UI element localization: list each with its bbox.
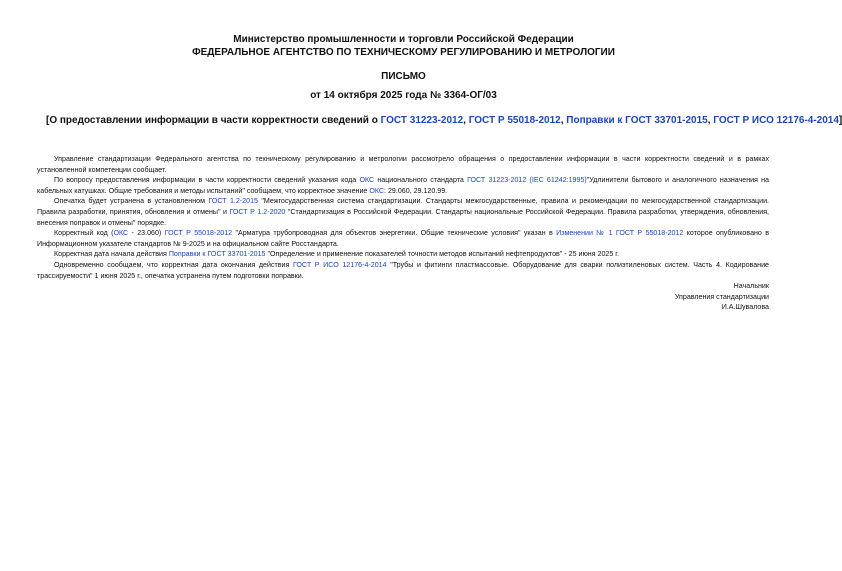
paragraph-text: "Арматура трубопроводная для объектов энергетики. Общие технические условия" указан в xyxy=(232,229,557,238)
subject-text: ] xyxy=(838,115,842,126)
paragraph-text: "Межгосударственная система стандартизации. Стандарты межгосударственные, правила и рекомендации по межгосударственной стандартизации. Правила разработки, принятия, обновления и отмены" и xyxy=(37,197,769,216)
link-gost-r-iso-12176[interactable]: ГОСТ Р ИСО 12176-4-2014 xyxy=(292,260,387,269)
subject-link-gost-31223[interactable]: ГОСТ 31223-2012 xyxy=(380,115,464,126)
agency-title: ФЕДЕРАЛЬНОЕ АГЕНТСТВО ПО ТЕХНИЧЕСКОМУ РЕГУЛИРОВАНИЮ И МЕТРОЛОГИИ xyxy=(192,47,615,58)
signature-name: И.А.Шувалова xyxy=(721,303,769,312)
paragraph-text: национального стандарта xyxy=(374,176,468,185)
document-type: ПИСЬМО xyxy=(381,71,426,82)
link-amendment-1-gost-r-55018[interactable]: Изменении № 1 ГОСТ Р 55018-2012 xyxy=(556,229,684,238)
signature-department: Управления стандартизации xyxy=(674,292,769,301)
paragraph-intro: Управление стандартизации Федерального агентства по техническому регулированию и метрологии рассмотрело обращения о предоставлении информации в части корректности сведений и в рамках установленной компетенции сообщает. xyxy=(37,155,769,174)
document-date-number: от 14 октября 2025 года № 3364-ОГ/03 xyxy=(310,90,497,101)
paragraph-text: Корректный код ( xyxy=(54,229,114,238)
paragraph-start-date xyxy=(37,249,769,260)
letter-body xyxy=(37,154,769,281)
paragraph-text: : 29.060, 29.120.99. xyxy=(384,186,448,195)
link-amendment-33701[interactable]: Поправки к ГОСТ 33701-2015 xyxy=(168,250,266,259)
ministry-title: Министерство промышленности и торговли Российской Федерации xyxy=(233,34,574,45)
paragraph-end-date xyxy=(37,260,769,281)
paragraph-text: Одновременно сообщаем, что корректная дата окончания действия xyxy=(54,260,293,269)
link-gost-r-55018[interactable]: ГОСТ Р 55018-2012 xyxy=(164,229,233,238)
subject-link-gost-r-iso-12176[interactable]: ГОСТ Р ИСО 12176-4-2014 xyxy=(713,115,839,126)
paragraph-text: - 23.060) xyxy=(128,229,165,238)
subject-separator: , xyxy=(463,115,469,126)
signature-block xyxy=(675,281,769,313)
paragraph-text: "Удлинители бытового и аналогичного назначения на кабельных катушках. Общие требования и методы испытаний" сообщаем, что корректное значение xyxy=(37,176,770,195)
subject-text: [О предоставлении информации в части корректности сведений о xyxy=(46,115,381,126)
paragraph-text: "Трубы и фитинги пластмассовые. Оборудование для сварки полиэтиленовых систем. Часть 4. Кодирование трассируемости" 1 июня 2025 г., опечатка устранена путем подготовки поправки. xyxy=(37,260,769,280)
signature-position: Начальник xyxy=(733,282,769,290)
subject-separator: , xyxy=(707,115,714,126)
link-gost-1-2-2015[interactable]: ГОСТ 1.2-2015 xyxy=(208,197,258,206)
link-oks[interactable]: ОКС xyxy=(359,176,375,185)
link-gost-31223[interactable]: ГОСТ 31223-2012 (IEC 61242:1995) xyxy=(467,176,587,185)
subject-link-amendment-33701[interactable]: Поправки к ГОСТ 33701-2015 xyxy=(566,115,708,126)
paragraph-correct-code xyxy=(37,228,769,249)
paragraph-text: "Определение и применение показателей точности методов испытаний нефтепродуктов" - 25 июня 2025 г. xyxy=(265,250,619,259)
link-oks[interactable]: ОКС xyxy=(113,229,129,238)
paragraph-text: По вопросу предоставления информации в части корректности сведений указания кода xyxy=(54,176,360,185)
document-subject xyxy=(46,115,842,126)
paragraph-text: Корректная дата начала действия xyxy=(54,250,169,259)
subject-link-gost-r-55018[interactable]: ГОСТ Р 55018-2012 xyxy=(468,115,561,126)
paragraph-oks-code xyxy=(37,175,769,196)
link-oks[interactable]: ОКС xyxy=(369,186,385,195)
link-gost-r-1-2-2020[interactable]: ГОСТ Р 1.2-2020 xyxy=(229,207,286,216)
paragraph-text: Опечатка будет устранена в установленном xyxy=(54,197,209,206)
paragraph-text: которое опубликовано в Информационном указателе стандартов № 9-2025 и на официальном сайте Росстандарта. xyxy=(37,229,769,248)
paragraph-text: "Стандартизация в Российской Федерации. Стандарты национальные Российской Федерации. Правила разработки, утверждения, обновления, внесения поправок и отмены" порядке. xyxy=(37,207,770,227)
subject-separator: , xyxy=(560,115,567,126)
paragraph-typo-correction xyxy=(37,196,769,228)
